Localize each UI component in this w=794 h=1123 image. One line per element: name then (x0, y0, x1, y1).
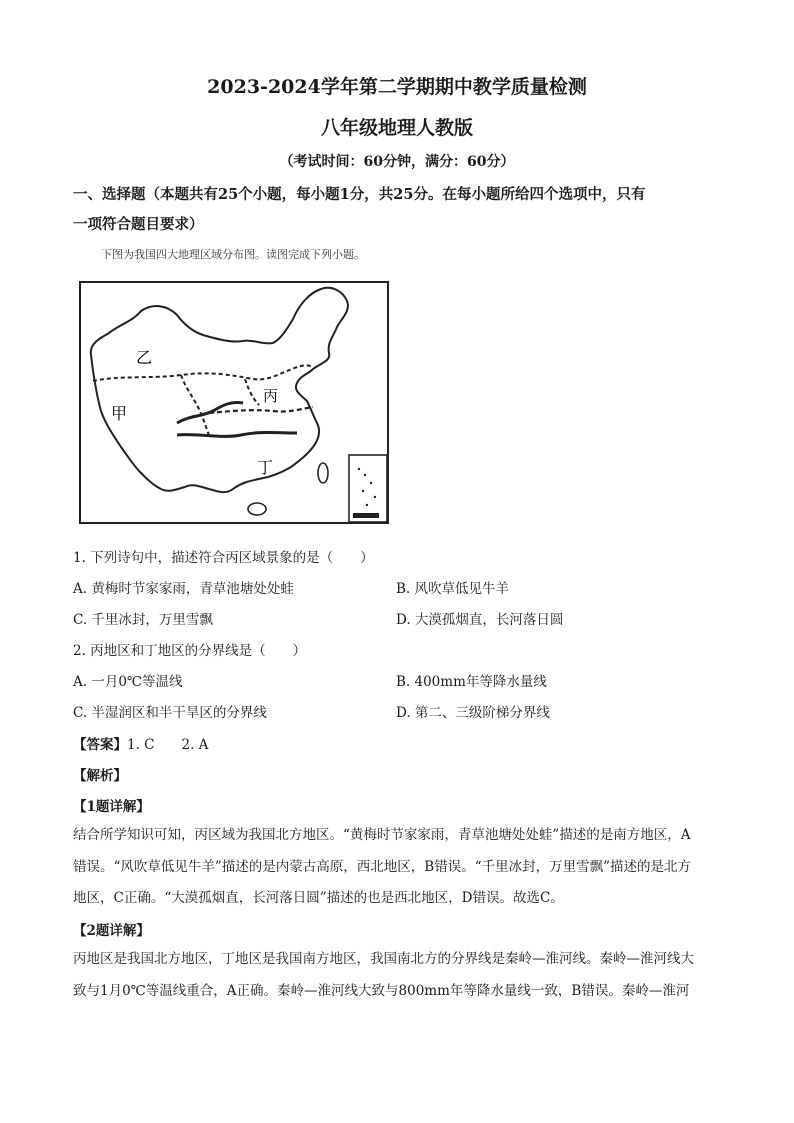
taiwan-island (318, 463, 328, 483)
q2-analysis-line: 丙地区是我国北方地区，丁地区是我国南方地区，我国南北方的分界线是秦岭—淮河线。秦岭—淮河线大 (73, 951, 694, 967)
q1-analysis-line: 结合所学知识可知，丙区域为我国北方地区。“黄梅时节家家雨，青草池塘处处蛙”描述的是南方地区，A (73, 827, 691, 843)
hainan-island (248, 503, 266, 515)
section-heading-line2: 一项符合题目要求） (73, 216, 204, 233)
boundary-line-west (181, 375, 209, 435)
document-subtitle: 八年级地理人教版 (320, 117, 473, 139)
answer-value: 1. C 2. A (127, 737, 209, 753)
question-1-option-d: D. 大漠孤烟直，长河落日圆 (396, 612, 564, 628)
q1-analysis-line: 错误。“风吹草低见牛羊”描述的是内蒙古高原，西北地区，B错误。“千里冰封，万里雪飘”描述的是北方 (73, 858, 692, 875)
question-2-option-a: A. 一月0℃等温线 (73, 674, 183, 690)
q1-analysis-line: 地区，C正确。“大漠孤烟直，长河落日圆”描述的也是西北地区，D错误。故选C。 (73, 890, 564, 906)
question-1-option-a: A. 黄梅时节家家雨，青草池塘处处蛙 (73, 581, 294, 597)
map-label-jia: 甲 (111, 404, 128, 423)
answer-label: 【答案】 (73, 737, 127, 753)
region-map (79, 281, 389, 524)
q2-analysis-line: 致与1月0℃等温线重合，A正确。秦岭—淮河线大致与800mm年等降水量线一致，B错误。秦岭—淮河 (73, 982, 690, 999)
south-sea-inset (349, 455, 387, 522)
qinling-huaihe-line (209, 407, 313, 413)
china-regions-map (81, 283, 387, 522)
river-yangtze (177, 433, 297, 437)
exam-info: （考试时间：60分钟，满分：60分） (279, 154, 515, 170)
question-1-option-c: C. 千里冰封，万里雪飘 (73, 612, 213, 628)
question-2-stem: 2. 丙地区和丁地区的分界线是（ ） (73, 643, 307, 659)
question-2-option-b: B. 400mm年等降水量线 (396, 674, 547, 690)
map-label-bing: 丙 (263, 387, 279, 405)
answer-row (73, 733, 208, 753)
question-2-option-c: C. 半湿润区和半干旱区的分界线 (73, 705, 267, 721)
intro-text: 下图为我国四大地理区域分布图。读图完成下列小题。 (101, 248, 365, 261)
analysis-label: 【解析】 (73, 768, 127, 784)
q1-analysis-body (73, 820, 691, 915)
document-title: 2023-2024学年第二学期期中教学质量检测 (207, 76, 587, 98)
question-2-option-d: D. 第二、三级阶梯分界线 (396, 705, 550, 721)
map-label-ding: 丁 (257, 458, 274, 477)
section-heading-line1: 一、选择题（本题共有25个小题，每小题1分，共25分。在每小题所给四个选项中，只有 (73, 186, 646, 203)
china-outline (91, 288, 348, 492)
map-label-yi: 乙 (136, 348, 153, 367)
question-1-stem: 1. 下列诗句中，描述符合丙区域景象的是（ ） (73, 550, 374, 566)
question-1-option-b: B. 风吹草低见牛羊 (396, 581, 510, 597)
q1-analysis-heading: 【1题详解】 (73, 799, 150, 815)
q2-analysis-heading: 【2题详解】 (73, 923, 150, 939)
boundary-line-north (93, 365, 313, 381)
q2-analysis-body (73, 944, 694, 1007)
south-sea-inset-caption (353, 513, 379, 518)
boundary-line-east (245, 379, 259, 405)
river-yellow (177, 402, 243, 423)
